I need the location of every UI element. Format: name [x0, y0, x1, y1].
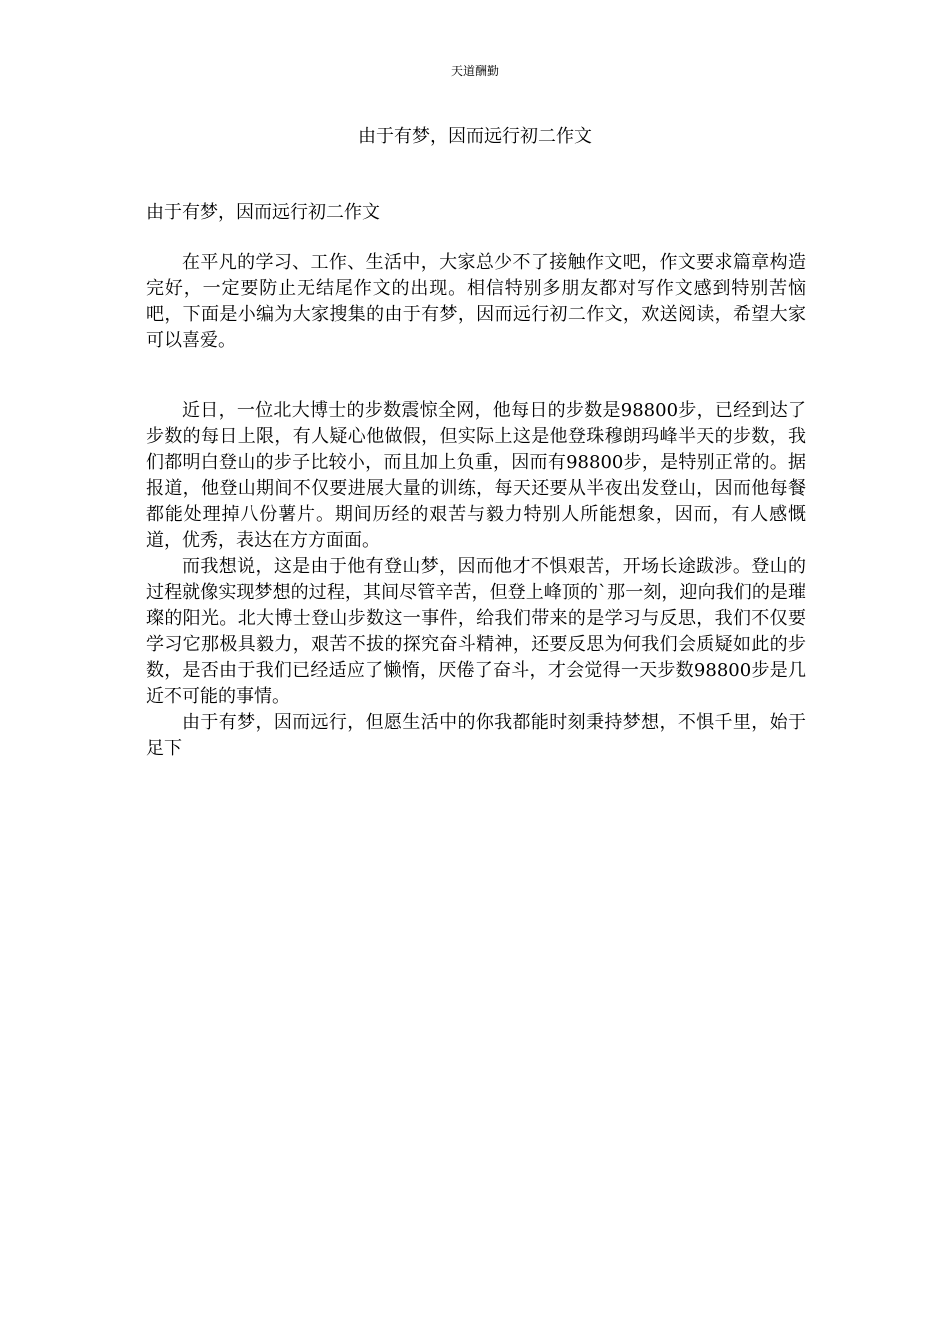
- intro-section: [146, 250, 806, 354]
- body-paragraph-2: 而我想说，这是由于他有登山梦，因而他才不惧艰苦，开场长途跋涉。登山的过程就像实现梦想的过程，其间尽管辛苦，但登上峰顶的`那一刻，迎向我们的是璀璨的阳光。北大博士登山步数这一事件，给我们带来的是学习与反思，我们不仅要学习它那极具毅力，艰苦不拔的探究奋斗精神，还要反思为何我们会质疑如此的步数，是否由于我们已经适应了懒惰，厌倦了奋斗，才会觉得一天步数98800步是几近不可能的事情。: [146, 556, 806, 707]
- intro-paragraph: 在平凡的学习、工作、生活中，大家总少不了接触作文吧，作文要求篇章构造完好，一定要防止无结尾作文的出现。相信特别多朋友都对写作文感到特别苦恼吧，下面是小编为大家搜集的由于有梦，因而远行初二作文，欢送阅读，希望大家可以喜爱。: [146, 252, 806, 351]
- main-body: [146, 398, 806, 762]
- document-title: 由于有梦，因而远行初二作文: [358, 126, 592, 147]
- body-paragraph-1: 近日，一位北大博士的步数震惊全网，他每日的步数是98800步，已经到达了步数的每日上限，有人疑心他做假，但实际上这是他登珠穆朗玛峰半天的步数，我们都明白登山的步子比较小，而且加上负重，因而有98800步，是特别正常的。据报道，他登山期间不仅要进展大量的训练，每天还要从半夜出发登山，因而他每餐都能处理掉八份薯片。期间历经的艰苦与毅力特别人所能想象，因而，有人感慨道，优秀，表达在方方面面。: [146, 400, 806, 551]
- body-paragraph-3: 由于有梦，因而远行，但愿生活中的你我都能时刻秉持梦想，不惧千里，始于足下: [146, 712, 806, 759]
- page-header: 天道酬勤: [450, 64, 499, 78]
- document-subtitle: 由于有梦，因而远行初二作文: [146, 202, 380, 223]
